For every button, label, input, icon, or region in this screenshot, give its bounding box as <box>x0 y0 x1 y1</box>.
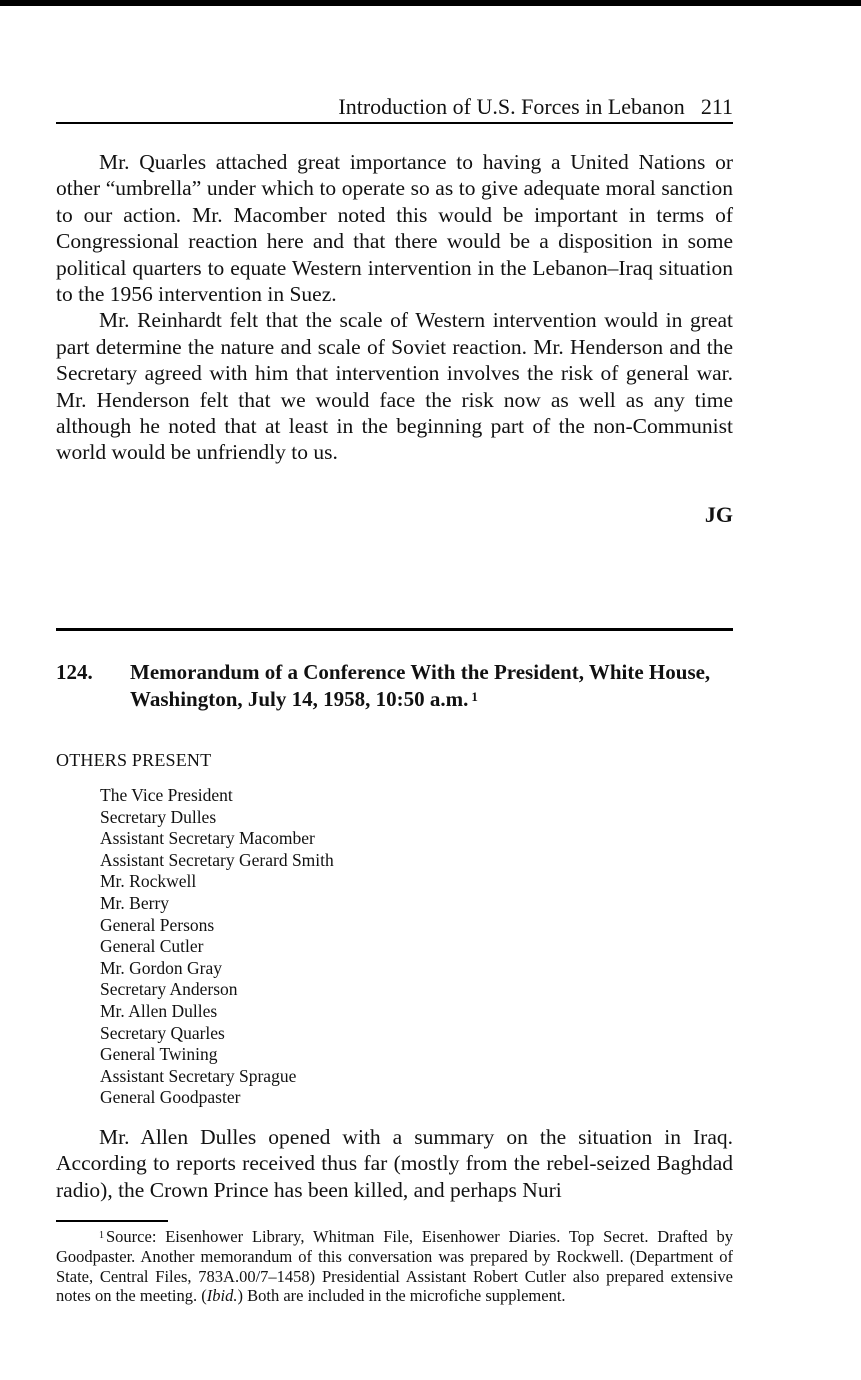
footnote-text-part: Source: Eisenhower Library, Whitman File, Eisenhower Diaries. Top Secret. Drafted by Goodpaster. Another memorandum of this conversation was prepared by Rockwell. (Department of State, Central Files, 783A.00/7–1458) Presidential Assistant Robert Cutler also prepared extensive notes on the meeting. ( <box>56 1227 733 1306</box>
footnote-ibid: Ibid. <box>206 1286 238 1306</box>
author-initials: JG <box>704 502 733 527</box>
paragraph: Mr. Quarles attached great importance to having a United Nations or other “umbrella” under which to operate so as to give adequate moral sanction to our action. Mr. Macomber noted this would be important in terms of Congressional reaction here and that there would be a disposition in some political quarters to equate Western intervention in the Lebanon–Iraq situation to the 1956 intervention in Suez. <box>56 150 733 307</box>
document-number: 124. <box>56 660 93 684</box>
attendee: General Cutler <box>100 936 204 957</box>
attendee: General Twining <box>100 1044 218 1065</box>
document-title <box>130 659 733 713</box>
footnote-reference[interactable]: 1 <box>471 689 478 704</box>
attendee: The Vice President <box>100 785 233 805</box>
others-present-label: OTHERS PRESENT <box>56 750 212 770</box>
section-divider <box>56 628 733 631</box>
document-title-text: Memorandum of a Conference With the President, White House, Washington, July 14, 1958, 10:50 a.m. <box>130 660 711 711</box>
footnote-marker: 1 <box>99 1230 104 1241</box>
footnote-divider <box>56 1220 168 1222</box>
memorandum-body <box>56 1124 733 1203</box>
footnote-text-part: ) Both are included in the microfiche supplement. <box>237 1286 566 1306</box>
paragraph: Mr. Allen Dulles opened with a summary on the situation in Iraq. According to reports received thus far (mostly from the rebel-seized Baghdad radio), the Crown Prince has been killed, and perhaps Nuri <box>56 1125 733 1202</box>
attendee: Mr. Rockwell <box>100 871 197 892</box>
previous-document-text <box>56 149 733 466</box>
attendee: Mr. Gordon Gray <box>100 957 222 978</box>
attendee: Assistant Secretary Sprague <box>100 1065 297 1086</box>
page-top-border <box>0 0 861 6</box>
paragraph: Mr. Reinhardt felt that the scale of Western intervention would in great part determine the nature and scale of Soviet reaction. Mr. Henderson and the Secretary agreed with him that intervention involves the risk of general war. Mr. Henderson felt that we would face the risk now as well as any time although he noted that at least in the beginning part of the non-Communist world would be unfriendly to us. <box>56 308 733 465</box>
attendee-list <box>100 785 334 1109</box>
attendee: Secretary Quarles <box>100 1022 225 1043</box>
running-header <box>56 92 733 124</box>
attendee: Assistant Secretary Gerard Smith <box>100 849 334 870</box>
attendee: Secretary Dulles <box>100 806 217 827</box>
attendee: Assistant Secretary Macomber <box>100 828 315 849</box>
page-number: 211 <box>700 94 733 119</box>
attendee: Mr. Berry <box>100 892 170 913</box>
attendee: Secretary Anderson <box>100 979 238 1000</box>
footnote <box>56 1227 733 1306</box>
running-title: Introduction of U.S. Forces in Lebanon <box>338 94 685 119</box>
attendee: Mr. Allen Dulles <box>100 1000 218 1021</box>
attendee: General Persons <box>100 914 215 935</box>
attendee: General Goodpaster <box>100 1087 241 1108</box>
